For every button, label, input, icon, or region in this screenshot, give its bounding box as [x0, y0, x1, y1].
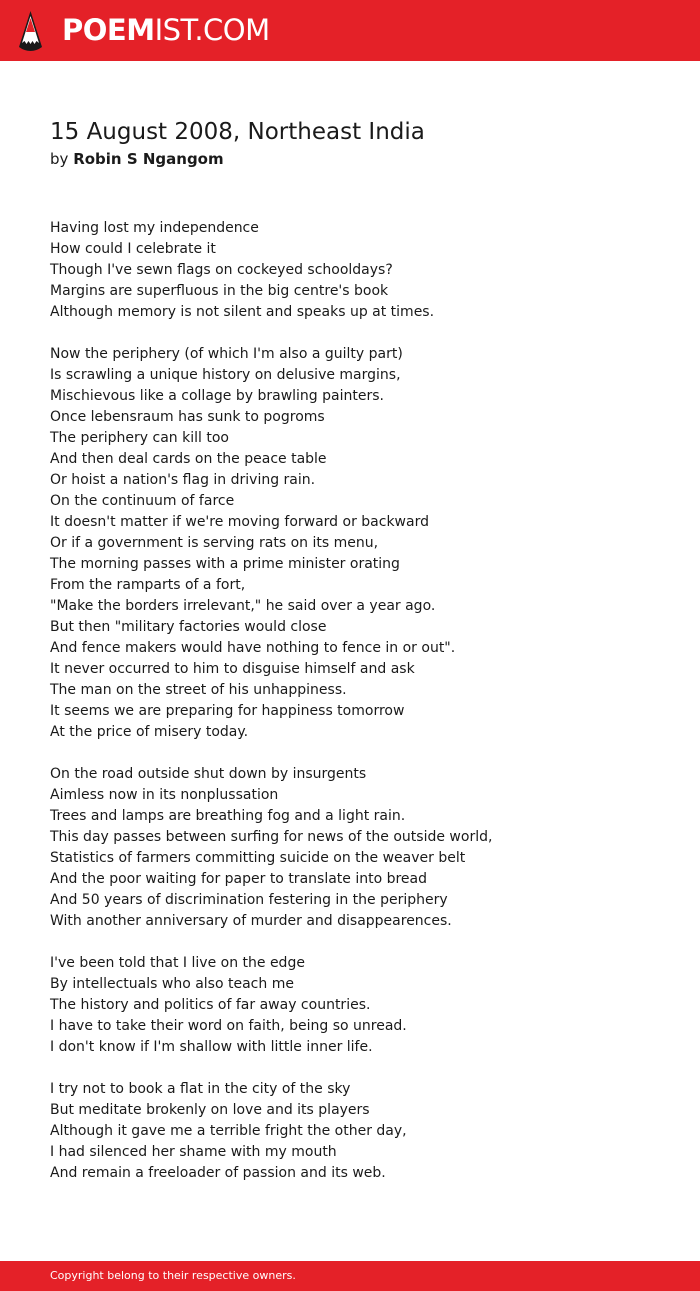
- poem-line: Although it gave me a terrible fright the other day,: [50, 1123, 407, 1139]
- site-header: [0, 0, 700, 61]
- poem-line: This day passes between surfing for news of the outside world,: [50, 829, 493, 845]
- logo-text-light: IST.COM: [154, 13, 270, 47]
- poem-line: On the continuum of farce: [50, 493, 235, 509]
- poem-stanza: [50, 764, 670, 932]
- poem-line: It never occurred to him to disguise himself and ask: [50, 661, 415, 677]
- logo-text-bold: POEM: [62, 13, 155, 47]
- poem-line: Once lebensraum has sunk to pogroms: [50, 409, 325, 425]
- poem-line: Aimless now in its nonplussation: [50, 787, 279, 803]
- poem-body: [50, 218, 670, 1205]
- poem-line: Statistics of farmers committing suicide on the weaver belt: [50, 850, 466, 866]
- by-label: by: [50, 150, 69, 168]
- poem-line: I try not to book a flat in the city of the sky: [50, 1081, 351, 1097]
- poem-line: The history and politics of far away countries.: [50, 997, 371, 1013]
- poem-line: And 50 years of discrimination festering in the periphery: [50, 892, 448, 908]
- poem-line: "Make the borders irrelevant," he said over a year ago.: [50, 598, 436, 614]
- poem-stanza: [50, 344, 670, 743]
- poem-line: It seems we are preparing for happiness tomorrow: [50, 703, 405, 719]
- poem-line: Although memory is not silent and speaks up at times.: [50, 304, 435, 320]
- poem-line: From the ramparts of a fort,: [50, 577, 246, 593]
- poem-line: Mischievous like a collage by brawling painters.: [50, 388, 384, 404]
- poem-line: But then "military factories would close: [50, 619, 327, 635]
- poem-title: 15 August 2008, Northeast India: [50, 119, 425, 145]
- poem-stanza: [50, 218, 670, 323]
- poem-line: And remain a freeloader of passion and its web.: [50, 1165, 386, 1181]
- poem-line: Is scrawling a unique history on delusive margins,: [50, 367, 401, 383]
- author-name: Robin S Ngangom: [73, 150, 224, 168]
- poem-line: Margins are superfluous in the big centre's book: [50, 283, 389, 299]
- poem-line: At the price of misery today.: [50, 724, 249, 740]
- poem-line: It doesn't matter if we're moving forward or backward: [50, 514, 429, 530]
- poem-line: I have to take their word on faith, being so unread.: [50, 1018, 407, 1034]
- poem-line: On the road outside shut down by insurgents: [50, 766, 367, 782]
- poem-line: How could I celebrate it: [50, 241, 216, 257]
- poem-line: With another anniversary of murder and disappearences.: [50, 913, 452, 929]
- site-logo[interactable]: [62, 13, 270, 47]
- poem-line: But meditate brokenly on love and its players: [50, 1102, 370, 1118]
- poem-line: By intellectuals who also teach me: [50, 976, 294, 992]
- poem-line: Having lost my independence: [50, 220, 259, 236]
- poem-line: Though I've sewn flags on cockeyed schooldays?: [50, 262, 393, 278]
- poem-line: Now the periphery (of which I'm also a guilty part): [50, 346, 403, 362]
- poem-line: I've been told that I live on the edge: [50, 955, 305, 971]
- poem-line: The morning passes with a prime minister orating: [50, 556, 400, 572]
- poem-line: Trees and lamps are breathing fog and a light rain.: [50, 808, 406, 824]
- poem-line: And then deal cards on the peace table: [50, 451, 327, 467]
- poem-line: I had silenced her shame with my mouth: [50, 1144, 337, 1160]
- poem-line: And the poor waiting for paper to translate into bread: [50, 871, 428, 887]
- poem-line: Or if a government is serving rats on its menu,: [50, 535, 379, 551]
- poem-stanza: [50, 1079, 670, 1184]
- site-footer: [0, 1261, 700, 1291]
- poem-line: The man on the street of his unhappiness.: [50, 682, 347, 698]
- poem-line: And fence makers would have nothing to fence in or out".: [50, 640, 456, 656]
- poem-line: Or hoist a nation's flag in driving rain.: [50, 472, 316, 488]
- poem-line: I don't know if I'm shallow with little inner life.: [50, 1039, 373, 1055]
- poem-line: The periphery can kill too: [50, 430, 229, 446]
- copyright-text: Copyright belong to their respective owners.: [50, 1269, 296, 1282]
- pen-nib-icon: [18, 10, 43, 51]
- poem-stanza: [50, 953, 670, 1058]
- byline: [50, 148, 224, 170]
